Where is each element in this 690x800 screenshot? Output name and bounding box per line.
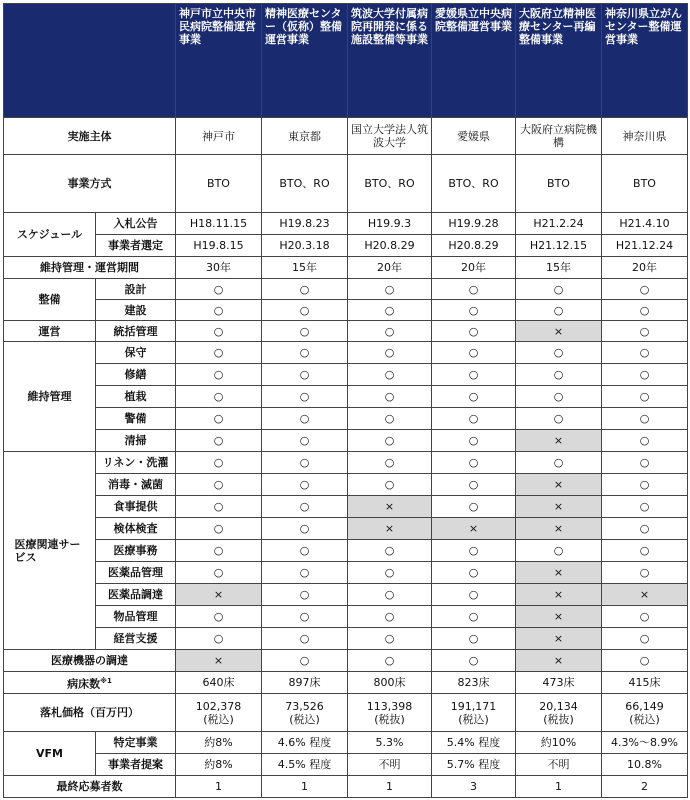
table-cell: ○ — [176, 562, 262, 584]
table-cell: 神奈川県 — [602, 118, 688, 155]
table-cell: H20.8.29 — [432, 235, 516, 257]
beds-label: 病床数 — [67, 677, 101, 691]
table-cell: ○ — [348, 562, 432, 584]
price-cell — [516, 694, 602, 732]
table-cell: ○ — [432, 342, 516, 364]
table-cell: ○ — [262, 321, 348, 342]
table-cell: ○ — [176, 540, 262, 562]
table-cell: ○ — [516, 300, 602, 321]
table-cell: × — [516, 606, 602, 628]
table-cell: ○ — [602, 474, 688, 496]
comparison-table-container — [3, 3, 688, 798]
table-cell: ○ — [602, 364, 688, 386]
table-cell: ○ — [516, 342, 602, 364]
row-teian — [4, 754, 688, 776]
table-cell: ○ — [176, 430, 262, 452]
table-cell: 1 — [348, 776, 432, 798]
row-period — [4, 257, 688, 279]
row-label: 維持管理・運営期間 — [4, 257, 176, 279]
table-cell: 415床 — [602, 672, 688, 694]
table-cell: ○ — [176, 518, 262, 540]
row-label — [4, 672, 176, 694]
table-cell: × — [348, 496, 432, 518]
group-label: 整備 — [4, 279, 96, 321]
table-cell: ○ — [348, 364, 432, 386]
header-row — [4, 4, 688, 118]
table-cell: BTO、RO — [432, 155, 516, 213]
table-cell: ○ — [262, 279, 348, 300]
row-kensetsu — [4, 300, 688, 321]
row-sublabel: 清掃 — [96, 430, 176, 452]
row-label: 落札価格（百万円） — [4, 694, 176, 732]
price-value: 20,134 — [539, 699, 578, 713]
row-jisshi — [4, 118, 688, 155]
row-yakuhin-kanri — [4, 562, 688, 584]
row-sublabel: 食事提供 — [96, 496, 176, 518]
row-tokatsu — [4, 321, 688, 342]
row-hoshu — [4, 342, 688, 364]
price-tax-note: (税込) — [289, 712, 320, 726]
row-senntei — [4, 235, 688, 257]
table-cell: 897床 — [262, 672, 348, 694]
table-cell: 1 — [516, 776, 602, 798]
table-cell: ○ — [516, 408, 602, 430]
table-cell: ○ — [602, 452, 688, 474]
row-sublabel: 事業者提案 — [96, 754, 176, 776]
table-cell: × — [432, 518, 516, 540]
row-sublabel: 消毒・滅菌 — [96, 474, 176, 496]
table-cell: 5.4% 程度 — [432, 732, 516, 754]
table-cell: × — [602, 584, 688, 606]
table-cell: ○ — [348, 279, 432, 300]
table-cell: ○ — [432, 606, 516, 628]
row-sublabel: 医薬品管理 — [96, 562, 176, 584]
row-jimu — [4, 540, 688, 562]
group-label — [4, 452, 96, 650]
pfi-hospital-comparison-table — [3, 3, 688, 798]
table-cell: ○ — [262, 628, 348, 650]
table-cell: ○ — [432, 386, 516, 408]
header-corner — [4, 4, 176, 118]
group-label: VFM — [4, 732, 96, 776]
table-cell: ○ — [602, 279, 688, 300]
table-cell: ○ — [516, 540, 602, 562]
row-sublabel: 植栽 — [96, 386, 176, 408]
row-sublabel: 統括管理 — [96, 321, 176, 342]
table-cell: ○ — [432, 562, 516, 584]
table-cell: 国立大学法人筑波大学 — [348, 118, 432, 155]
row-label: 最終応募者数 — [4, 776, 176, 798]
header-project: 神奈川県立がんセンター整備運営事業 — [602, 4, 688, 118]
header-project: 筑波大学付属病院再開発に係る施設整備等事業 — [348, 4, 432, 118]
table-cell: ○ — [176, 606, 262, 628]
price-value: 73,526 — [285, 699, 324, 713]
table-cell: ○ — [602, 342, 688, 364]
table-cell: ○ — [516, 364, 602, 386]
table-cell: ○ — [432, 300, 516, 321]
table-cell: ○ — [516, 279, 602, 300]
table-cell: × — [516, 430, 602, 452]
table-cell: ○ — [262, 562, 348, 584]
table-cell: ○ — [432, 474, 516, 496]
table-cell: 約8% — [176, 732, 262, 754]
price-value: 113,398 — [366, 699, 413, 713]
table-cell: × — [176, 650, 262, 672]
table-cell: × — [516, 321, 602, 342]
table-cell: ○ — [262, 540, 348, 562]
table-cell: ○ — [262, 496, 348, 518]
table-cell: 1 — [176, 776, 262, 798]
table-cell: H21.12.24 — [602, 235, 688, 257]
row-sublabel: 保守 — [96, 342, 176, 364]
table-cell: ○ — [262, 452, 348, 474]
header-project: 神戸市立中央市民病院整備運営事業 — [176, 4, 262, 118]
row-sublabel: リネン・洗濯 — [96, 452, 176, 474]
table-cell: ○ — [516, 386, 602, 408]
row-sublabel: 特定事業 — [96, 732, 176, 754]
table-cell: × — [516, 562, 602, 584]
row-sublabel: 修繕 — [96, 364, 176, 386]
table-cell: ○ — [602, 562, 688, 584]
table-cell: ○ — [602, 430, 688, 452]
row-sublabel: 警備 — [96, 408, 176, 430]
row-sublabel: 設計 — [96, 279, 176, 300]
table-cell: ○ — [348, 386, 432, 408]
table-cell: 4.5% 程度 — [262, 754, 348, 776]
table-cell: H19.9.3 — [348, 213, 432, 235]
table-cell: ○ — [432, 496, 516, 518]
price-tax-note: (税込) — [629, 712, 660, 726]
table-cell: 愛媛県 — [432, 118, 516, 155]
table-cell: ○ — [432, 540, 516, 562]
table-cell: ○ — [262, 518, 348, 540]
row-label: 事業方式 — [4, 155, 176, 213]
price-cell — [176, 694, 262, 732]
row-sublabel: 医療事務 — [96, 540, 176, 562]
table-cell: ○ — [176, 321, 262, 342]
table-cell: ○ — [432, 650, 516, 672]
table-cell: 5.7% 程度 — [432, 754, 516, 776]
table-cell: ○ — [602, 628, 688, 650]
table-cell: 5.3% — [348, 732, 432, 754]
table-cell: 約8% — [176, 754, 262, 776]
table-cell: H20.8.29 — [348, 235, 432, 257]
table-cell: ○ — [602, 386, 688, 408]
table-cell: 15年 — [516, 257, 602, 279]
table-cell: BTO — [602, 155, 688, 213]
row-shokuji — [4, 496, 688, 518]
table-cell: ○ — [176, 496, 262, 518]
table-cell: ○ — [432, 628, 516, 650]
row-label: 実施主体 — [4, 118, 176, 155]
row-yakuhin-chotatsu — [4, 584, 688, 606]
table-cell: ○ — [262, 408, 348, 430]
table-cell: ○ — [432, 408, 516, 430]
table-cell: 20年 — [602, 257, 688, 279]
row-sublabel: 建設 — [96, 300, 176, 321]
table-cell: ○ — [262, 364, 348, 386]
table-cell: ○ — [602, 300, 688, 321]
table-cell: ○ — [176, 386, 262, 408]
table-cell: ○ — [348, 474, 432, 496]
price-tax-note: (税抜) — [543, 712, 574, 726]
table-cell: BTO、RO — [262, 155, 348, 213]
row-sublabel: 入札公告 — [96, 213, 176, 235]
row-kentai — [4, 518, 688, 540]
table-cell: ○ — [262, 342, 348, 364]
table-cell: 2 — [602, 776, 688, 798]
table-cell: ○ — [262, 430, 348, 452]
group-label: 維持管理 — [4, 342, 96, 452]
table-cell: ○ — [602, 518, 688, 540]
table-cell: 東京都 — [262, 118, 348, 155]
table-cell: 3 — [432, 776, 516, 798]
row-shokusai — [4, 386, 688, 408]
header-project: 精神医療センター（仮称）整備運営事業 — [262, 4, 348, 118]
row-tokutei — [4, 732, 688, 754]
row-sublabel: 経営支援 — [96, 628, 176, 650]
table-cell: ○ — [176, 342, 262, 364]
table-cell: × — [516, 474, 602, 496]
row-price — [4, 694, 688, 732]
table-cell: H18.11.15 — [176, 213, 262, 235]
price-cell — [348, 694, 432, 732]
table-cell: ○ — [176, 279, 262, 300]
table-cell: 神戸市 — [176, 118, 262, 155]
table-cell: 640床 — [176, 672, 262, 694]
row-linen — [4, 452, 688, 474]
table-cell: ○ — [262, 300, 348, 321]
table-cell: ○ — [262, 474, 348, 496]
table-cell: H21.4.10 — [602, 213, 688, 235]
table-cell: × — [176, 584, 262, 606]
price-tax-note: (税込) — [458, 712, 489, 726]
price-value: 102,378 — [195, 699, 242, 713]
table-cell: ○ — [348, 342, 432, 364]
table-cell: ○ — [348, 430, 432, 452]
table-cell: H21.12.15 — [516, 235, 602, 257]
row-label: スケジュール — [4, 213, 96, 257]
table-cell: ○ — [432, 279, 516, 300]
table-cell: 約10% — [516, 732, 602, 754]
table-cell: ○ — [348, 300, 432, 321]
table-cell: × — [516, 650, 602, 672]
table-cell: H20.3.18 — [262, 235, 348, 257]
table-cell: 不明 — [348, 754, 432, 776]
row-beds — [4, 672, 688, 694]
table-cell: H19.8.23 — [262, 213, 348, 235]
row-nyusatsu — [4, 213, 688, 235]
price-tax-note: (税抜) — [374, 712, 405, 726]
price-cell — [262, 694, 348, 732]
group-label: 運営 — [4, 321, 96, 342]
row-seiso — [4, 430, 688, 452]
table-cell: ○ — [432, 430, 516, 452]
table-cell: 10.8% — [602, 754, 688, 776]
header-project: 大阪府立精神医療センター再編整備事業 — [516, 4, 602, 118]
table-cell: ○ — [432, 364, 516, 386]
row-buppin — [4, 606, 688, 628]
table-cell: ○ — [348, 584, 432, 606]
row-shuzen — [4, 364, 688, 386]
table-cell: × — [516, 628, 602, 650]
row-label: 医療機器の調達 — [4, 650, 176, 672]
table-cell: ○ — [516, 452, 602, 474]
table-cell: ○ — [348, 628, 432, 650]
table-cell: 15年 — [262, 257, 348, 279]
row-keiei — [4, 628, 688, 650]
table-cell: × — [516, 518, 602, 540]
price-tax-note: (税込) — [203, 712, 234, 726]
table-cell: 1 — [262, 776, 348, 798]
table-cell: ○ — [348, 540, 432, 562]
row-keibi — [4, 408, 688, 430]
table-cell: 4.3%～8.9% — [602, 732, 688, 754]
table-cell: ○ — [262, 584, 348, 606]
table-cell: 大阪府立病院機構 — [516, 118, 602, 155]
table-cell: BTO — [516, 155, 602, 213]
table-cell: 20年 — [432, 257, 516, 279]
price-cell — [432, 694, 516, 732]
table-cell: H21.2.24 — [516, 213, 602, 235]
header-project: 愛媛県立中央病院整備運営事業 — [432, 4, 516, 118]
table-cell: H19.8.15 — [176, 235, 262, 257]
price-value: 66,149 — [625, 699, 664, 713]
row-kiki — [4, 650, 688, 672]
table-cell: ○ — [348, 408, 432, 430]
table-cell: ○ — [602, 650, 688, 672]
table-cell: ○ — [602, 496, 688, 518]
table-cell: ○ — [348, 650, 432, 672]
table-cell: 不明 — [516, 754, 602, 776]
table-cell: × — [516, 584, 602, 606]
table-cell: 4.6% 程度 — [262, 732, 348, 754]
table-cell: BTO — [176, 155, 262, 213]
table-cell: ○ — [432, 321, 516, 342]
table-cell: ○ — [176, 452, 262, 474]
table-cell: ○ — [176, 474, 262, 496]
table-cell: 823床 — [432, 672, 516, 694]
table-cell: H19.9.28 — [432, 213, 516, 235]
beds-footnote-mark: ※1 — [100, 676, 112, 685]
price-cell — [602, 694, 688, 732]
row-shodoku — [4, 474, 688, 496]
table-cell: 20年 — [348, 257, 432, 279]
row-sublabel: 物品管理 — [96, 606, 176, 628]
table-cell: ○ — [348, 452, 432, 474]
table-cell: ○ — [262, 386, 348, 408]
table-cell: 473床 — [516, 672, 602, 694]
row-sublabel: 医薬品調達 — [96, 584, 176, 606]
table-cell: ○ — [348, 321, 432, 342]
table-cell: × — [348, 518, 432, 540]
table-cell: 30年 — [176, 257, 262, 279]
table-cell: × — [516, 496, 602, 518]
price-value: 191,171 — [450, 699, 497, 713]
row-applicants — [4, 776, 688, 798]
table-cell: ○ — [602, 606, 688, 628]
table-cell: ○ — [262, 650, 348, 672]
table-cell: ○ — [432, 584, 516, 606]
table-cell: ○ — [262, 606, 348, 628]
table-cell: 800床 — [348, 672, 432, 694]
table-cell: ○ — [432, 452, 516, 474]
table-cell: ○ — [176, 300, 262, 321]
row-sublabel: 検体検査 — [96, 518, 176, 540]
table-cell: ○ — [348, 606, 432, 628]
table-cell: ○ — [602, 321, 688, 342]
row-jigyo-hoshiki — [4, 155, 688, 213]
group-label-text: 医療関連サービス — [14, 537, 81, 564]
row-sekkei — [4, 279, 688, 300]
table-cell: ○ — [602, 540, 688, 562]
table-cell: ○ — [176, 364, 262, 386]
row-sublabel: 事業者選定 — [96, 235, 176, 257]
table-cell: ○ — [176, 628, 262, 650]
table-cell: ○ — [602, 408, 688, 430]
table-cell: ○ — [176, 408, 262, 430]
table-cell: BTO、RO — [348, 155, 432, 213]
